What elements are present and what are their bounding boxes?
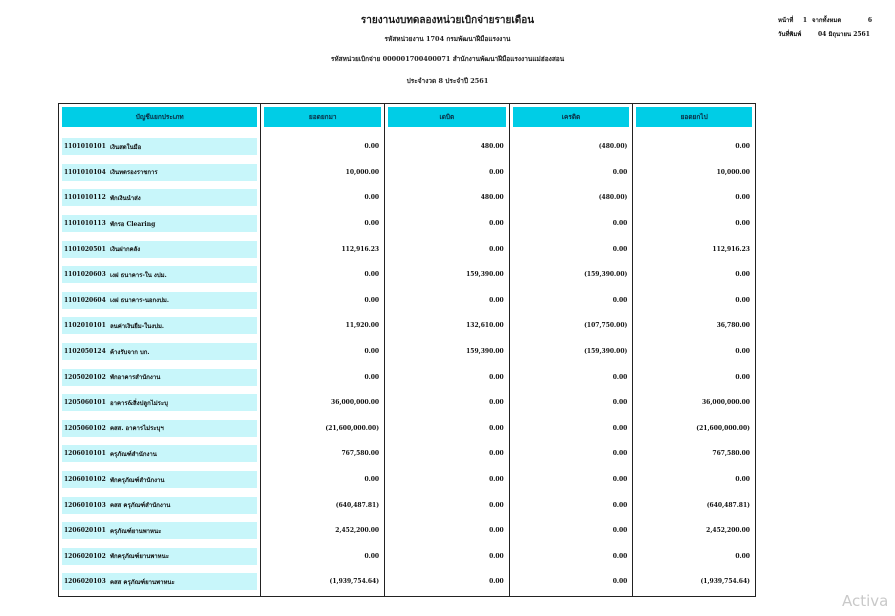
debit-cell: 0.00 [489, 501, 504, 509]
table-row [633, 185, 755, 211]
beginning-balance-cell: 112,916.23 [341, 245, 380, 253]
debit-cell: 159,390.00 [466, 348, 504, 356]
account-code: 1101010112 [64, 194, 106, 202]
account-name: ครุภัณฑ์สำนักงาน [110, 450, 157, 458]
debit-cell: 0.00 [489, 296, 504, 304]
account-cell [62, 138, 257, 155]
trial-balance-table [58, 103, 756, 597]
table-row [385, 364, 509, 390]
beginning-balance-cell: 0.00 [364, 143, 380, 151]
activation-watermark: Activa [842, 592, 889, 610]
account-code: 1101020604 [64, 296, 106, 304]
table-row [59, 544, 260, 570]
account-code: 1205060102 [64, 424, 106, 432]
ending-balance-cell: 0.00 [735, 552, 750, 560]
table-row [59, 364, 260, 390]
credit-cell: (159,390.00) [584, 348, 628, 356]
account-code: 1102010101 [64, 322, 106, 330]
table-row [59, 569, 260, 595]
table-row [261, 569, 384, 595]
account-name: ค้างรับจาก บก. [110, 348, 150, 356]
account-code: 1101010104 [64, 168, 106, 176]
account-name: พักเงินนำส่ง [110, 194, 141, 202]
table-row [385, 211, 509, 237]
account-code: 1206010102 [64, 476, 106, 484]
credit-cell: 0.00 [612, 450, 628, 458]
account-cell [62, 317, 257, 334]
table-row [385, 262, 509, 288]
table-row [59, 390, 260, 416]
period-line: ประจำงวด 8 ประจำปี 2561 [406, 77, 489, 85]
debit-cell: 159,390.00 [466, 271, 504, 279]
account-cell [62, 445, 257, 462]
table-row [385, 441, 509, 467]
debit-cell: 0.00 [489, 399, 504, 407]
page-number: 1 [802, 16, 808, 24]
table-row [59, 416, 260, 442]
account-cell [62, 369, 257, 386]
account-cell [62, 292, 257, 309]
table-row [633, 160, 755, 186]
table-row [261, 313, 384, 339]
debit-cell: 0.00 [489, 373, 504, 381]
beginning-cells [261, 134, 384, 595]
credit-cells [510, 134, 633, 595]
table-row [261, 544, 384, 570]
debit-cell: 0.00 [489, 220, 504, 228]
agency-line: รหัสหน่วยงาน 1704 กรมพัฒนาฝีมือแรงงาน [384, 35, 511, 43]
beginning-balance-cell: 0.00 [364, 476, 380, 484]
table-row [633, 544, 755, 570]
account-cell [62, 573, 257, 590]
column-header-debit: เดบิต [388, 107, 506, 127]
account-code: 1206020101 [64, 527, 106, 535]
table-row [510, 262, 633, 288]
table-row [59, 518, 260, 544]
account-code: 1101020603 [64, 271, 106, 279]
table-row [59, 313, 260, 339]
credit-cell: 0.00 [612, 527, 628, 535]
table-row [261, 160, 384, 186]
account-name: เงินสดในมือ [110, 143, 142, 151]
account-name: ลนค่าเงินยืม-ในงปม. [110, 322, 165, 330]
table-row [59, 288, 260, 314]
table-row [261, 518, 384, 544]
account-name: อาคาร&สิ่งปลูกไม่ระบุ [110, 399, 168, 407]
table-row [633, 467, 755, 493]
ending-balance-cell: 0.00 [735, 220, 750, 228]
table-row [59, 185, 260, 211]
ending-balance-cell: 767,580.00 [712, 450, 750, 458]
table-row [510, 313, 633, 339]
table-row [385, 339, 509, 365]
table-row [510, 288, 633, 314]
debit-cell: 0.00 [489, 527, 504, 535]
account-cell [62, 548, 257, 565]
beginning-balance-cell: 0.00 [364, 373, 380, 381]
credit-cell: 0.00 [612, 296, 628, 304]
account-code: 1101020501 [64, 245, 106, 253]
beginning-balance-cell: 0.00 [364, 296, 380, 304]
table-row [633, 390, 755, 416]
credit-cell: 0.00 [612, 424, 628, 432]
page-info [778, 13, 878, 41]
account-cell [62, 215, 257, 232]
account-cell [62, 420, 257, 437]
column-credit [510, 104, 634, 596]
page-label: หน้าที่ [778, 17, 794, 24]
account-code: 1206020103 [64, 578, 106, 586]
debit-cell: 480.00 [480, 143, 504, 151]
table-row [385, 518, 509, 544]
table-row [261, 134, 384, 160]
account-cell [62, 241, 257, 258]
table-row [510, 134, 633, 160]
table-row [59, 211, 260, 237]
account-name: เงินฝากคลัง [110, 246, 141, 254]
account-code: 1206020102 [64, 552, 106, 560]
table-row [633, 288, 755, 314]
table-row [59, 467, 260, 493]
credit-cell: (480.00) [598, 143, 628, 151]
beginning-balance-cell: 10,000.00 [345, 168, 380, 176]
credit-cell: (107,750.00) [584, 322, 628, 330]
table-row [510, 492, 633, 518]
account-code: 1206010101 [64, 450, 106, 458]
ending-cells [633, 134, 755, 595]
ending-balance-cell: 0.00 [735, 348, 750, 356]
ending-balance-cell: 0.00 [735, 476, 750, 484]
table-row [385, 569, 509, 595]
beginning-balance-cell: (640,487.81) [335, 501, 380, 509]
total-pages: 6 [867, 16, 873, 24]
account-name: เงฝ ธนาคาร-ใน งปม. [110, 271, 167, 279]
table-row [385, 288, 509, 314]
beginning-balance-cell: 0.00 [364, 348, 380, 356]
table-row [59, 236, 260, 262]
account-name: พักครุภัณฑ์ยานพาหนะ [110, 553, 169, 561]
credit-cell: 0.00 [612, 501, 628, 509]
table-row [261, 492, 384, 518]
debit-cell: 0.00 [489, 168, 504, 176]
table-row [261, 211, 384, 237]
credit-cell: 0.00 [612, 552, 628, 560]
account-name: พักครุภัณฑ์สำนักงาน [110, 476, 165, 484]
table-row [261, 262, 384, 288]
table-row [633, 339, 755, 365]
total-pages-label: จากทั้งหมด [812, 17, 842, 24]
ending-balance-cell: 0.00 [735, 271, 750, 279]
account-name: คสส ครุภัณฑ์สำนักงาน [110, 502, 171, 510]
print-date-label: วันที่พิมพ์ [778, 31, 802, 38]
beginning-balance-cell: 767,580.00 [341, 450, 380, 458]
beginning-balance-cell: 36,000,000.00 [331, 399, 380, 407]
table-row [633, 262, 755, 288]
column-account [59, 104, 261, 596]
table-row [510, 544, 633, 570]
beginning-balance-cell: 0.00 [364, 552, 380, 560]
table-row [510, 364, 633, 390]
credit-cell: 0.00 [612, 220, 628, 228]
table-row [261, 236, 384, 262]
table-row [385, 185, 509, 211]
table-row [261, 416, 384, 442]
table-row [261, 441, 384, 467]
debit-cell: 480.00 [480, 194, 504, 202]
account-code: 1205020102 [64, 373, 106, 381]
beginning-balance-cell: 11,920.00 [345, 322, 380, 330]
table-row [633, 236, 755, 262]
table-row [633, 416, 755, 442]
table-row [261, 467, 384, 493]
account-name: ครุภัณฑ์ยานพาหนะ [110, 527, 162, 535]
account-cell [62, 343, 257, 360]
credit-cell: 0.00 [612, 168, 628, 176]
ending-balance-cell: (1,939,754.64) [700, 578, 750, 586]
credit-cell: 0.00 [612, 245, 628, 253]
account-cell [62, 164, 257, 181]
ending-balance-cell: 112,916.23 [712, 245, 750, 253]
ending-balance-cell: 36,780.00 [716, 322, 750, 330]
beginning-balance-cell: 2,452,200.00 [335, 527, 380, 535]
credit-cell: 0.00 [612, 476, 628, 484]
table-row [510, 441, 633, 467]
table-row [510, 467, 633, 493]
table-row [261, 185, 384, 211]
table-row [385, 492, 509, 518]
account-name: คสส. อาคารไม่ระบุฯ [110, 425, 164, 433]
table-row [633, 518, 755, 544]
table-row [510, 185, 633, 211]
account-name: พักรอ Clearing [110, 220, 156, 228]
account-cell [62, 266, 257, 283]
table-row [261, 390, 384, 416]
table-row [633, 492, 755, 518]
column-header-ending: ยอดยกไป [636, 107, 752, 127]
table-row [633, 364, 755, 390]
table-row [385, 544, 509, 570]
table-row [385, 467, 509, 493]
table-row [510, 160, 633, 186]
column-header-account: บัญชีแยกประเภท [62, 107, 257, 127]
account-code: 1102050124 [64, 348, 106, 356]
ending-balance-cell: 0.00 [735, 373, 750, 381]
table-row [261, 364, 384, 390]
account-name: เงินทดรองราชการ [110, 169, 158, 177]
beginning-balance-cell: 0.00 [364, 271, 380, 279]
debit-cell: 0.00 [489, 476, 504, 484]
disbursement-unit-line: รหัสหน่วยเบิกจ่าย 000001700400071 สำนักงานพัฒนาฝีมือแรงงานแม่ฮ่องสอน [330, 55, 565, 63]
debit-cell: 132,610.00 [466, 322, 504, 330]
credit-cell: 0.00 [612, 373, 628, 381]
debit-cell: 0.00 [489, 552, 504, 560]
ending-balance-cell: 2,452,200.00 [706, 527, 750, 535]
credit-cell: 0.00 [612, 399, 628, 407]
table-row [385, 134, 509, 160]
account-cell [62, 522, 257, 539]
credit-cell: (159,390.00) [584, 271, 628, 279]
credit-cell: (480.00) [598, 194, 628, 202]
column-ending-balance [633, 104, 755, 596]
table-row [59, 339, 260, 365]
account-cell [62, 471, 257, 488]
column-header-credit: เครดิต [513, 107, 630, 127]
table-row [633, 569, 755, 595]
table-row [385, 160, 509, 186]
table-row [385, 313, 509, 339]
debit-cell: 0.00 [489, 424, 504, 432]
account-cell [62, 394, 257, 411]
beginning-balance-cell: 0.00 [364, 194, 380, 202]
table-row [510, 518, 633, 544]
account-code: 1101010101 [64, 143, 106, 151]
table-row [385, 390, 509, 416]
account-code: 1206010103 [64, 501, 106, 509]
debit-cell: 0.00 [489, 578, 504, 586]
credit-cell: 0.00 [612, 578, 628, 586]
table-row [510, 569, 633, 595]
ending-balance-cell: (21,600,000.00) [696, 424, 750, 432]
account-cells [59, 134, 260, 595]
table-row [385, 416, 509, 442]
debit-cell: 0.00 [489, 245, 504, 253]
table-row [261, 288, 384, 314]
column-debit [385, 104, 510, 596]
account-name: เงฝ ธนาคาร-นอกงปม. [110, 297, 169, 305]
table-row [510, 390, 633, 416]
account-cell [62, 189, 257, 206]
table-row [59, 160, 260, 186]
table-row [261, 339, 384, 365]
table-row [59, 134, 260, 160]
ending-balance-cell: 0.00 [735, 194, 750, 202]
report-title: รายงานงบทดลองหน่วยเบิกจ่ายรายเดือน [360, 15, 535, 26]
table-row [59, 262, 260, 288]
column-beginning-balance [261, 104, 385, 596]
table-row [510, 339, 633, 365]
beginning-balance-cell: (21,600,000.00) [325, 424, 380, 432]
ending-balance-cell: 10,000.00 [716, 168, 750, 176]
account-name: พักอาคารสำนักงาน [110, 374, 161, 382]
table-row [385, 236, 509, 262]
beginning-balance-cell: 0.00 [364, 220, 380, 228]
ending-balance-cell: 0.00 [735, 296, 750, 304]
ending-balance-cell: (640,487.81) [706, 501, 750, 509]
ending-balance-cell: 0.00 [735, 143, 750, 151]
table-row [633, 211, 755, 237]
print-date: 04 มิถุนายน 2561 [818, 31, 870, 38]
table-row [633, 441, 755, 467]
account-code: 1205060101 [64, 399, 106, 407]
table-row [59, 441, 260, 467]
table-row [59, 492, 260, 518]
table-row [510, 416, 633, 442]
table-row [510, 211, 633, 237]
column-header-beginning: ยอดยกมา [264, 107, 381, 127]
debit-cell: 0.00 [489, 450, 504, 458]
ending-balance-cell: 36,000,000.00 [701, 399, 750, 407]
account-code: 1101010113 [64, 220, 106, 228]
beginning-balance-cell: (1,939,754.64) [329, 578, 380, 586]
account-cell [62, 497, 257, 514]
debit-cells [385, 134, 509, 595]
table-row [633, 313, 755, 339]
table-row [510, 236, 633, 262]
account-name: คสส ครุภัณฑ์ยานพาหนะ [110, 578, 175, 586]
table-row [633, 134, 755, 160]
